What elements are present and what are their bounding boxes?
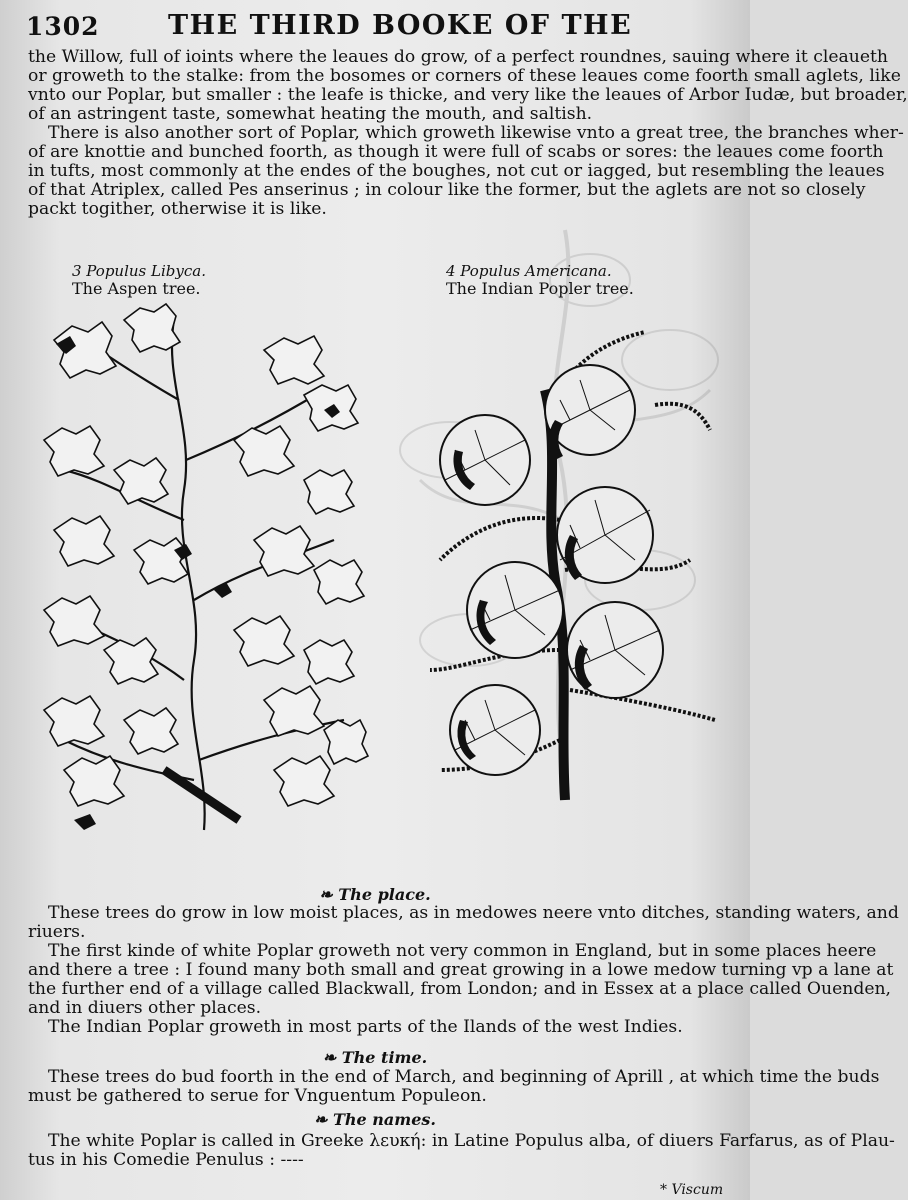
names-paragraphs xyxy=(28,1131,895,1170)
figure-common-name: The Aspen tree. xyxy=(72,279,201,298)
text-line: and there a tree : I found many both small and great growing in a lowe medow turning vp a lane at xyxy=(28,960,894,980)
section-heading-names: ❧ The names. xyxy=(314,1110,436,1129)
time-paragraphs xyxy=(28,1067,880,1106)
page-number: 1302 xyxy=(26,12,100,41)
text-line: and in diuers other places. xyxy=(28,998,262,1018)
text-line: The first kinde of white Poplar groweth not very common in England, but in some places heere xyxy=(48,941,877,961)
text-line: riuers. xyxy=(28,922,86,942)
text-line: of are knottie and bunched foorth, as though it were full of scabs or sores: the leaues come foorth xyxy=(28,142,884,162)
text-line: must be gathered to serue for Vnguentum Populeon. xyxy=(28,1086,487,1106)
figure-caption-left xyxy=(72,262,206,298)
running-title: THE THIRD BOOKE OF THE xyxy=(168,10,633,41)
page-header xyxy=(0,10,750,46)
figure-latin-name: 3 Populus Libyca. xyxy=(72,262,206,280)
section-heading-time: ❧ The time. xyxy=(322,1048,428,1067)
text-line: packt togither, otherwise it is like. xyxy=(28,199,327,219)
section-heading-place: ❧ The place. xyxy=(319,885,431,904)
text-line: The Indian Poplar groweth in most parts of the Ilands of the west Indies. xyxy=(48,1017,683,1037)
text-line: of an astringent taste, somewhat heating the mouth, and saltish. xyxy=(28,104,593,124)
figure-latin-name: 4 Populus Americana. xyxy=(446,262,612,280)
catchword: * Viscum xyxy=(660,1182,724,1198)
figure-caption-right xyxy=(446,262,634,298)
text-line: in tufts, most commonly at the endes of the boughes, not cut or iagged, but resembling the leaues xyxy=(28,161,885,181)
intro-paragraphs xyxy=(28,47,908,219)
aspen-tree-woodcut xyxy=(34,300,364,845)
indian-poplar-woodcut xyxy=(420,320,730,820)
text-line: These trees do grow in low moist places, as in medowes neere vnto ditches, standing waters, and xyxy=(48,903,899,923)
text-line: tus in his Comedie Penulus : ---- xyxy=(28,1150,304,1170)
text-line: or groweth to the stalke: from the bosomes or corners of these leaues come foorth small aglets, like xyxy=(28,66,901,86)
text-line: the Willow, full of ioints where the leaues do grow, of a perfect roundnes, sauing where it cleaueth xyxy=(28,47,889,67)
text-line: of that Atriplex, called Pes anserinus ; in colour like the former, but the aglets are not so closely xyxy=(28,180,866,200)
text-line: These trees do bud foorth in the end of March, and beginning of Aprill , at which time the buds xyxy=(48,1067,880,1087)
figure-common-name: The Indian Popler tree. xyxy=(446,279,634,298)
text-line: vnto our Poplar, but smaller : the leafe is thicke, and very like the leaues of Arbor Iudæ, but broader, xyxy=(28,85,908,105)
text-line: the further end of a village called Blackwall, from London; and in Essex at a place called Ouenden, xyxy=(28,979,892,999)
text-line: There is also another sort of Poplar, which groweth likewise vnto a great tree, the branches wher- xyxy=(48,123,904,143)
text-line: The white Poplar is called in Greeke λευκή: in Latine Populus alba, of diuers Farfarus, as of Plau- xyxy=(48,1131,895,1151)
place-paragraphs xyxy=(28,903,899,1037)
